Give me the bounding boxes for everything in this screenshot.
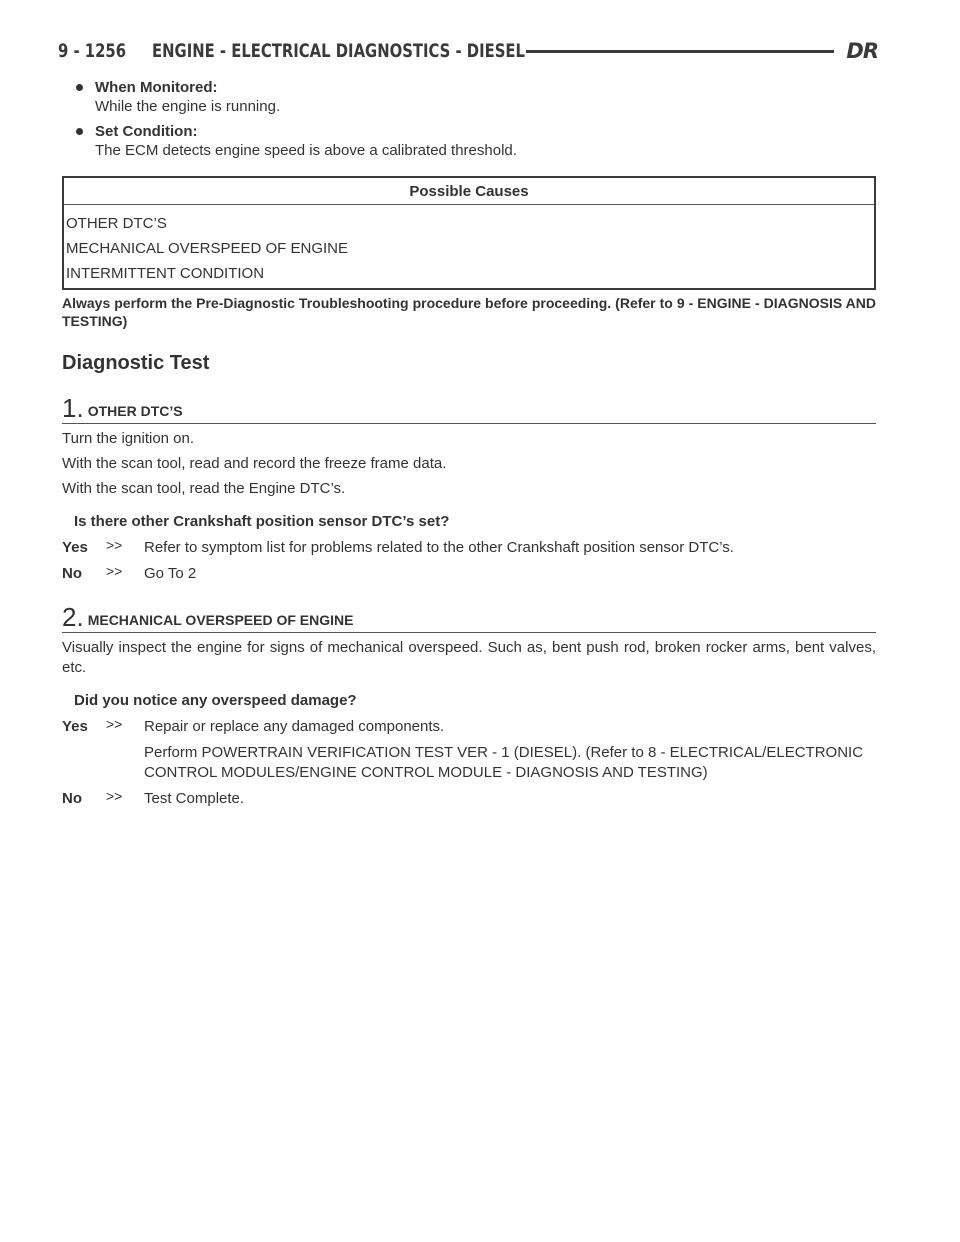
possible-causes-heading: Possible Causes	[64, 178, 874, 205]
step-number: 1.	[62, 393, 84, 423]
header-rule	[526, 50, 834, 53]
answer-arrow: >>	[106, 537, 123, 553]
answer-key: No	[62, 565, 82, 582]
step-number: 2.	[62, 602, 84, 632]
step-instruction: With the scan tool, read and record the freeze frame data.	[62, 455, 447, 472]
step-question: Did you notice any overspeed damage?	[74, 692, 357, 709]
answer-arrow: >>	[106, 563, 123, 579]
bullet-when-monitored	[62, 78, 876, 116]
answer-body	[144, 564, 876, 584]
answer-no	[62, 564, 876, 584]
bullet-text: While the engine is running.	[95, 98, 281, 115]
dr-logo: DR	[846, 39, 878, 63]
step-instruction: Visually inspect the engine for signs of mechanical overspeed. Such as, bent push rod, broken rocker arms, bent valves, etc.	[62, 639, 876, 676]
step-heading	[62, 395, 876, 424]
cause-item: INTERMITTENT CONDITION	[66, 265, 265, 282]
section-title: ENGINE - ELECTRICAL DIAGNOSTICS - DIESEL	[152, 40, 525, 62]
answer-body	[144, 717, 876, 783]
bullet-icon	[76, 84, 83, 91]
diagnostic-test-title: Diagnostic Test	[62, 352, 210, 374]
cause-item: OTHER DTC’S	[66, 215, 167, 232]
step-heading	[62, 604, 876, 633]
bullet-label: When Monitored:	[95, 79, 218, 96]
answer-key: No	[62, 790, 82, 807]
answer-body	[144, 789, 876, 809]
step-2	[62, 604, 876, 809]
answer-text: Perform POWERTRAIN VERIFICATION TEST VER - 1 (DIESEL). (Refer to 8 - ELECTRICAL/ELECTRONIC CONTROL MODULES/ENGINE CONTROL MODULE - DIAGNOSIS AND TESTING)	[144, 744, 864, 781]
page-content	[62, 78, 876, 809]
answer-yes	[62, 538, 876, 558]
cause-item: MECHANICAL OVERSPEED OF ENGINE	[66, 240, 348, 257]
possible-causes-list	[64, 205, 874, 288]
answer-key: Yes	[62, 718, 88, 735]
answer-text: Repair or replace any damaged components.	[144, 718, 445, 735]
bullet-set-condition	[62, 122, 876, 160]
answer-body	[144, 538, 876, 558]
answer-no	[62, 789, 876, 809]
answer-arrow: >>	[106, 788, 123, 804]
answer-text: Refer to symptom list for problems related to the other Crankshaft position sensor DTC’s.	[144, 539, 734, 556]
page-header	[58, 36, 878, 66]
step-title: OTHER DTC’S	[87, 403, 183, 419]
bullet-label: Set Condition:	[95, 123, 198, 140]
answer-arrow: >>	[106, 716, 123, 732]
step-instruction: With the scan tool, read the Engine DTC’s.	[62, 480, 346, 497]
answer-yes	[62, 717, 876, 783]
possible-causes-table	[62, 176, 876, 290]
pre-diagnostic-note: Always perform the Pre-Diagnostic Troubleshooting procedure before proceeding. (Refer to 9 - ENGINE - DIAGNOSIS AND TESTING)	[62, 295, 876, 329]
step-title: MECHANICAL OVERSPEED OF ENGINE	[87, 612, 354, 628]
step-instruction: Turn the ignition on.	[62, 430, 195, 447]
bullet-text: The ECM detects engine speed is above a calibrated threshold.	[95, 142, 517, 159]
bullet-icon	[76, 128, 83, 135]
step-1	[62, 395, 876, 584]
page-number: 9 - 1256	[58, 40, 127, 62]
answer-key: Yes	[62, 539, 88, 556]
answer-text: Test Complete.	[144, 790, 245, 807]
step-question: Is there other Crankshaft position sensor DTC’s set?	[74, 513, 450, 530]
answer-text: Go To 2	[144, 565, 197, 582]
